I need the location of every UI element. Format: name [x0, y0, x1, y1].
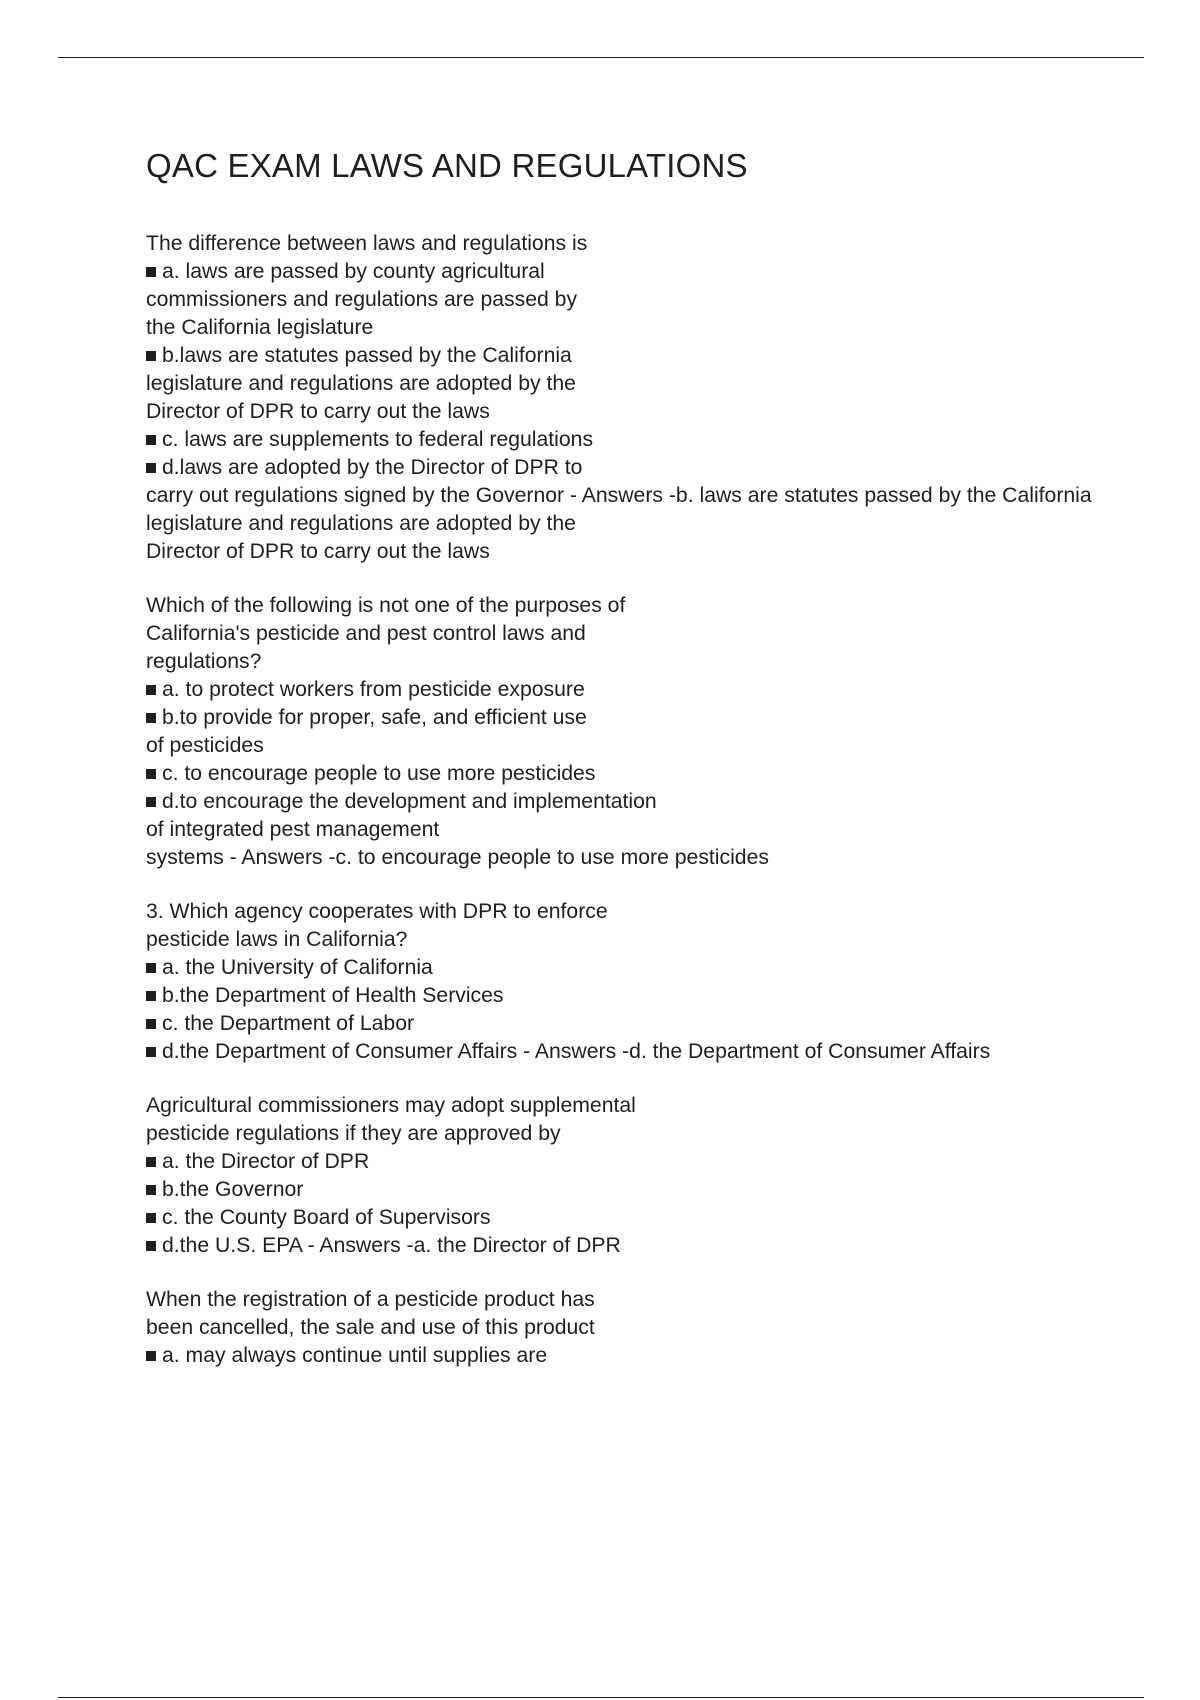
question-text-line [146, 592, 1106, 620]
answer-option-line [146, 676, 1106, 704]
line-text: commissioners and regulations are passed by [146, 288, 578, 311]
question-text-line [146, 620, 1106, 648]
line-text: b.laws are statutes passed by the California [162, 344, 572, 367]
line-text: of pesticides [146, 734, 264, 757]
square-bullet-icon [146, 1185, 156, 1195]
question-text-line [146, 230, 1106, 258]
line-text: legislature and regulations are adopted by the [146, 372, 576, 395]
question-text-line [146, 816, 1106, 844]
question-text-line [146, 538, 1106, 566]
answer-option-line [146, 1232, 1106, 1260]
question-text-line [146, 1314, 1106, 1342]
question-block [146, 592, 1106, 872]
line-text: Agricultural commissioners may adopt supplemental [146, 1094, 636, 1117]
square-bullet-icon [146, 267, 156, 277]
line-text: been cancelled, the sale and use of this product [146, 1316, 595, 1339]
line-text: a. the Director of DPR [162, 1150, 370, 1173]
line-text: d.the Department of Consumer Affairs - Answers -d. the Department of Consumer Affairs [162, 1040, 991, 1063]
square-bullet-icon [146, 1019, 156, 1029]
line-text: legislature and regulations are adopted by the [146, 512, 576, 535]
line-text: of integrated pest management [146, 818, 440, 841]
line-text: the California legislature [146, 316, 374, 339]
question-text-line [146, 482, 1106, 510]
line-text: California's pesticide and pest control laws and [146, 622, 586, 645]
line-text: systems - Answers -c. to encourage people to use more pesticides [146, 846, 769, 869]
square-bullet-icon [146, 685, 156, 695]
line-text: 3. Which agency cooperates with DPR to enforce [146, 900, 608, 923]
line-text: a. may always continue until supplies are [162, 1344, 548, 1367]
line-text: Director of DPR to carry out the laws [146, 540, 490, 563]
answer-option-line [146, 258, 1106, 286]
square-bullet-icon [146, 1213, 156, 1223]
answer-option-line [146, 1204, 1106, 1232]
question-text-line [146, 314, 1106, 342]
line-text: a. laws are passed by county agricultural [162, 260, 545, 283]
square-bullet-icon [146, 435, 156, 445]
square-bullet-icon [146, 797, 156, 807]
line-text: The difference between laws and regulations is [146, 232, 588, 255]
line-text: Director of DPR to carry out the laws [146, 400, 490, 423]
line-text: regulations? [146, 650, 262, 673]
line-text: c. to encourage people to use more pesticides [162, 762, 596, 785]
question-block [146, 1286, 1106, 1370]
question-text-line [146, 844, 1106, 872]
square-bullet-icon [146, 1351, 156, 1361]
document-body [146, 140, 1106, 1396]
question-block [146, 230, 1106, 566]
question-text-line [146, 510, 1106, 538]
answer-option-line [146, 1176, 1106, 1204]
question-text-line [146, 398, 1106, 426]
answer-option-line [146, 1010, 1106, 1038]
line-text: b.to provide for proper, safe, and efficient use [162, 706, 587, 729]
line-text: b.the Governor [162, 1178, 304, 1201]
question-block [146, 898, 1106, 1066]
line-text: c. laws are supplements to federal regulations [162, 428, 594, 451]
square-bullet-icon [146, 769, 156, 779]
line-text: When the registration of a pesticide product has [146, 1288, 595, 1311]
line-text: d.laws are adopted by the Director of DPR to [162, 456, 583, 479]
answer-option-line [146, 788, 1106, 816]
question-block [146, 1092, 1106, 1260]
question-text-line [146, 286, 1106, 314]
answer-option-line [146, 954, 1106, 982]
line-text: d.the U.S. EPA - Answers -a. the Director of DPR [162, 1234, 621, 1257]
answer-option-line [146, 1148, 1106, 1176]
line-text: carry out regulations signed by the Governor - Answers -b. laws are statutes passed by the California [146, 484, 1092, 507]
line-text: d.to encourage the development and implementation [162, 790, 657, 813]
line-text: Which of the following is not one of the purposes of [146, 594, 626, 617]
answer-option-line [146, 454, 1106, 482]
answer-option-line [146, 1342, 1106, 1370]
line-text: c. the Department of Labor [162, 1012, 415, 1035]
question-text-line [146, 1120, 1106, 1148]
square-bullet-icon [146, 1241, 156, 1251]
square-bullet-icon [146, 713, 156, 723]
document-title: QAC EXAM LAWS AND REGULATIONS [146, 147, 748, 184]
line-text: a. to protect workers from pesticide exposure [162, 678, 585, 701]
answer-option-line [146, 704, 1106, 732]
answer-option-line [146, 342, 1106, 370]
answer-option-line [146, 426, 1106, 454]
question-text-line [146, 370, 1106, 398]
line-text: pesticide laws in California? [146, 928, 408, 951]
square-bullet-icon [146, 1157, 156, 1167]
question-text-line [146, 732, 1106, 760]
bottom-rule [58, 1697, 1144, 1698]
square-bullet-icon [146, 1047, 156, 1057]
square-bullet-icon [146, 963, 156, 973]
line-text: c. the County Board of Supervisors [162, 1206, 491, 1229]
question-list [146, 230, 1106, 1370]
square-bullet-icon [146, 351, 156, 361]
question-text-line [146, 648, 1106, 676]
answer-option-line [146, 760, 1106, 788]
question-text-line [146, 926, 1106, 954]
line-text: a. the University of California [162, 956, 433, 979]
answer-option-line [146, 982, 1106, 1010]
square-bullet-icon [146, 463, 156, 473]
question-text-line [146, 898, 1106, 926]
top-rule [58, 57, 1144, 58]
answer-option-line [146, 1038, 1106, 1066]
question-text-line [146, 1286, 1106, 1314]
question-text-line [146, 1092, 1106, 1120]
line-text: pesticide regulations if they are approved by [146, 1122, 561, 1145]
square-bullet-icon [146, 991, 156, 1001]
line-text: b.the Department of Health Services [162, 984, 504, 1007]
